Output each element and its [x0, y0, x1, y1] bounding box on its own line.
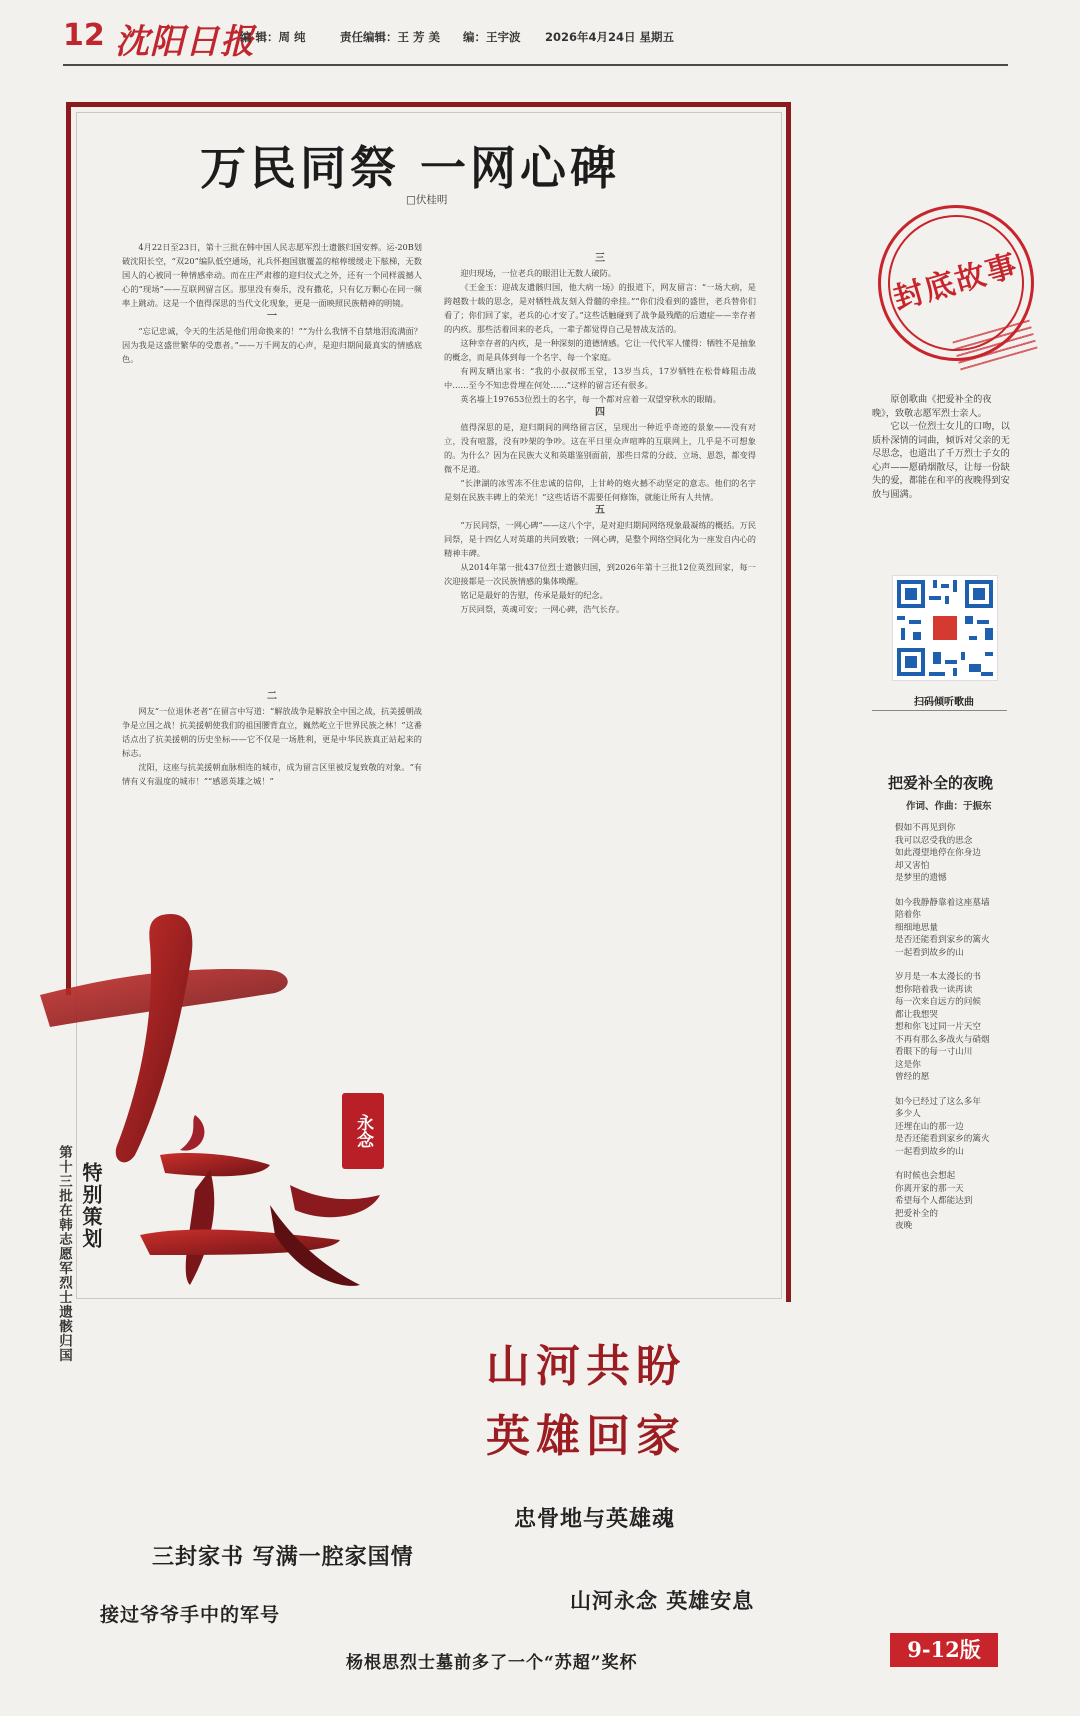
lyric-line: 细细地思量 [895, 922, 938, 933]
lyric-line: 如今我静静靠着这座墓墙 [895, 897, 990, 908]
lyric-line: 是梦里的遗憾 [895, 873, 947, 883]
frame-right-border [786, 102, 791, 1302]
article-paragraph: 《王金玉：迎战友遗骸归国，他大病一场》的报道下，网友留言：“一场大病，是跨越数十载的思念，是对牺牲战友刻入骨髓的牵挂。”“你们没看到的盛世，老兵替你们看了；你们回了家，老兵的心才安了。”这些话触碰到了战争最残酷的后遗症——幸存者的内疚。那些活着回来的老兵，一辈子都觉得自己是替战友活的。 [444, 282, 756, 334]
article-byline: □伏桂明 [406, 194, 448, 206]
poem-title: 把爱补全的夜晚 [888, 774, 994, 792]
article-paragraph: 从2014年第一批437位烈士遗骸归国，到2026年第十三批12位英烈回家，每一次迎接都是一次民族情感的集体唤醒。 [444, 562, 756, 586]
layout-editor-credit: 编：王宇波 [463, 30, 521, 44]
lyric-line: 一起看到故乡的山 [895, 1146, 964, 1157]
lyric-line: 这是你 [895, 1059, 921, 1070]
lyric-line: 是否还能看到家乡的篱火 [895, 1134, 990, 1144]
responsible-editor-credit: 责任编辑：王 芳 美 [340, 30, 441, 44]
lyric-line: 多少人 [895, 1109, 921, 1119]
lyric-line: 不再有那么多战火与硝烟 [895, 1034, 990, 1045]
article-paragraph: 这种幸存者的内疚，是一种深刻的道德情感。它让一代代军人懂得：牺牲不是抽象的概念，而是具体到每一个名字、每一个家庭。 [444, 338, 756, 362]
lyric-line: 一起看到故乡的山 [895, 947, 964, 958]
section-heading: 二 [267, 691, 277, 702]
lyric-line: 有时候也会想起 [895, 1171, 956, 1181]
frame-left-border [66, 102, 71, 995]
side-divider [872, 710, 1007, 711]
article-paragraph: 沈阳，这座与抗美援朝血脉相连的城市，成为留言区里被反复致敬的对象。“有情有义有温度的城市！”“感恩英雄之城！” [122, 762, 422, 786]
lyric-line: 把爱补全的 [895, 1208, 938, 1219]
lyric-line: 是否还能看到家乡的篱火 [895, 935, 990, 945]
article-column-1-lower [122, 690, 422, 910]
article-paragraph: 英名墙上197653位烈士的名字，每一个都对应着一双望穿秋水的眼睛。 [460, 394, 721, 404]
section-heading: 四 [595, 407, 605, 418]
poem-stanza [895, 971, 1025, 1084]
editor-credit: 编 辑：周 纯 [240, 30, 306, 44]
page-number: 12 [63, 18, 105, 53]
article-paragraph: 值得深思的是，迎归期间的网络留言区，呈现出一种近乎奇迹的景象——没有对立，没有喧嚣，没有吵架的争吵。这在平日里众声喧哗的互联网上，几乎是不可想象的。为什么？因为在民族大义和英雄鉴别面前，那些日常的分歧、立场、恩怨，都变得微不足道。 [444, 422, 756, 474]
qr-code-icon [893, 576, 997, 680]
lyric-line: 看眼下的每一寸山川 [895, 1047, 973, 1057]
poem-stanza [895, 1096, 1025, 1159]
song-description-paragraph: 原创歌曲《把爱补全的夜晚》，致敬志愿军烈士亲人。 [872, 394, 992, 419]
header-divider [63, 64, 1008, 66]
lyric-line: 曾经的愿 [895, 1072, 930, 1082]
poem-stanza [895, 1170, 1025, 1233]
toc-item: 杨根思烈士墓前多了一个“苏超”奖杯 [346, 1653, 638, 1673]
poem-stanza [895, 822, 1025, 885]
article-paragraph: 迎归现场，一位老兵的眼泪让无数人破防。 [460, 268, 616, 278]
special-feature-label: 特别策划 [79, 1162, 103, 1250]
section-heading: 五 [595, 505, 605, 516]
lyric-line: 想和你飞过同一片天空 [895, 1022, 981, 1032]
issue-date: 2026年4月24日 星期五 [545, 30, 675, 44]
article-paragraph: “长津湖的冰雪冻不住忠诚的信仰，上甘岭的炮火撼不动坚定的意志。他们的名字是刻在民族丰碑上的荣光！”这些话语不需要任何修饰，就能让所有人共情。 [444, 478, 756, 502]
toc-item: 三封家书 写满一腔家国情 [152, 1544, 414, 1570]
lyric-line: 假如不再见到你 [895, 823, 956, 833]
lyric-line: 想你陪着我一读再读 [895, 984, 973, 995]
article-paragraph: 网友“一位退休老者”在留言中写道：“解放战争是解放全中国之战，抗美援朝战争是立国之战！抗美援朝使我们的祖国腰背直立，巍然屹立于世界民族之林！”这番话点出了抗美援朝的历史坐标——它不仅是一场胜利，更是中华民族真正站起来的标志。 [122, 706, 422, 758]
toc-item: 山河永念 英雄安息 [570, 1588, 755, 1613]
song-description-paragraph: 它以一位烈士女儿的口吻，以质朴深情的词曲，倾诉对父亲的无尽思念，也道出了千万烈士子女的心声——愿硝烟散尽，让每一份缺失的爱，都能在和平的夜晚得到安放与圆满。 [872, 421, 1010, 500]
article-paragraph: 4月22日至23日，第十三批在韩中国人民志愿军烈士遗骸归国安葬。运-20B划破沈阳长空，“双20”编队低空通场，礼兵怀抱国旗覆盖的棺椁缓缓走下舷梯，无数国人的心被同一种情感牵动。而在庄严肃穆的迎归仪式之外，还有一个同样震撼人心的“现场”——互联网留言区。那里没有奏乐，没有撒花，只有亿万颗心在同一频率上跳动。这是一个值得深思的当代文化现象，更是一面映照民族精神的明镜。 [122, 242, 422, 308]
song-description [872, 393, 1012, 501]
article-paragraph: 万民同祭，英魂可安；一网心碑，浩气长存。 [460, 604, 625, 614]
poem-lyrics [895, 822, 1025, 1245]
lyric-line: 希望每个人都能达到 [895, 1196, 973, 1206]
article-paragraph: “忘记忠诚，令天的生活是他们用命换来的！”“为什么我情不自禁地泪流满面？因为我是这盛世繁华的受惠者。”——万千网友的心声，是迎归期间最真实的情感底色。 [122, 326, 422, 364]
lyric-line: 我可以忍受我的思念 [895, 835, 973, 846]
poem-stanza [895, 897, 1025, 960]
toc-item: 接过爷爷手中的军号 [100, 1604, 281, 1626]
article-column-1 [122, 240, 422, 680]
headline-line-1: 山河共盼 [486, 1341, 686, 1392]
lyric-line: 陪着你 [895, 910, 921, 920]
qr-code[interactable] [892, 575, 998, 681]
lyric-line: 每一次来自远方的问候 [895, 997, 981, 1007]
lyric-line: 如今已经过了这么多年 [895, 1096, 981, 1107]
feature-subtitle-vertical: 第十三批在韩志愿军烈士遗骸归国 [56, 1145, 72, 1363]
pages-badge: 9-12版 [890, 1633, 998, 1667]
stamp-label: 封底故事 [889, 247, 1023, 317]
frame-top-border [66, 102, 791, 107]
lyric-line: 还埋在山的那一边 [895, 1121, 964, 1132]
lyric-line: 岁月是一本太漫长的书 [895, 972, 981, 982]
article-column-2 [444, 253, 756, 1223]
qr-code-caption: 扫码倾听歌曲 [914, 697, 974, 708]
poem-credit: 作词、作曲：于振东 [906, 801, 992, 812]
newspaper-masthead: 沈阳日报 [115, 22, 255, 62]
page-header [0, 0, 1080, 72]
section-heading: 一 [267, 311, 277, 322]
lyric-line: 夜晚 [895, 1221, 913, 1231]
article-paragraph: 有网友晒出家书：“我的小叔叔邢玉堂，13岁当兵，17岁牺牲在松骨峰阻击战中……至今不知忠骨埋在何处……”这样的留言还有很多。 [444, 366, 756, 390]
section-heading: 三 [595, 253, 605, 264]
lyric-line: 如此漫望地停在你身边 [895, 848, 981, 858]
lyric-line: 你离开家的那一天 [895, 1183, 964, 1194]
yongnian-seal: 永念 [342, 1093, 384, 1169]
article-title: 万民同祭 一网心碑 [199, 141, 620, 195]
lyric-line: 都让我想哭 [895, 1009, 938, 1020]
article-paragraph: 铭记是最好的告慰，传承是最好的纪念。 [460, 590, 608, 600]
article-paragraph: “万民同祭，一网心碑”——这八个字，是对迎归期间网络现象最凝练的概括。万民同祭，是十四亿人对英雄的共同致敬；一网心碑，是整个网络空间化为一座发自内心的精神丰碑。 [444, 520, 756, 558]
headline-line-2: 英雄回家 [486, 1411, 686, 1462]
lyric-line: 却又害怕 [895, 860, 930, 871]
toc-item: 忠骨地与英雄魂 [514, 1506, 676, 1532]
